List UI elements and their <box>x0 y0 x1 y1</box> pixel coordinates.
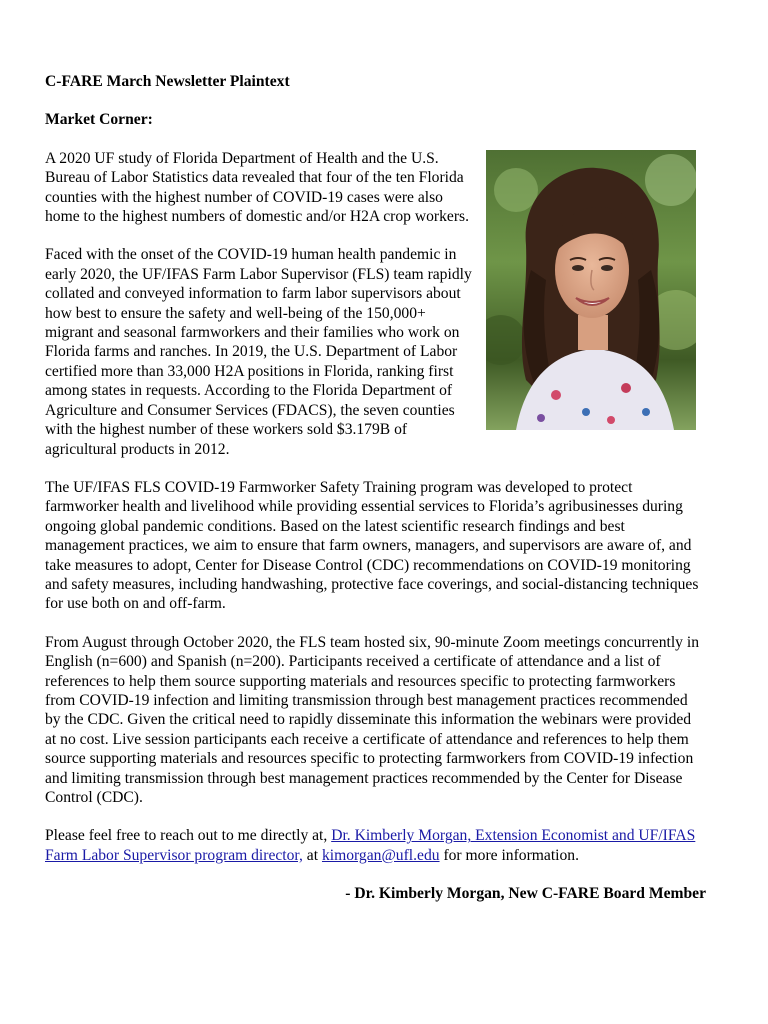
paragraph-pandemic: Faced with the onset of the COVID-19 human health pandemic in early 2020, the UF/IFAS Farm Labor Supervisor (FLS) team rapidly collated and conveyed information to farm labor supervisors about how best to ensure the safety and well-being of the 150,000+ migrant and seasonal farmworkers and their families who work on Florida farms and ranches. In 2019, the U.S. Department of Labor certified more than 33,000 H2A positions in Florida, ranking first among states in requests. According to the Florida Department of Agriculture and Consumer Services (FDACS), the seven counties with the highest number of these workers sold $3.179B of agricultural products in 2012. <box>45 246 472 458</box>
paragraph-contact <box>45 826 706 865</box>
paragraph-zoom-meetings: From August through October 2020, the FLS team hosted six, 90-minute Zoom meetings concurrently in English (n=600) and Spanish (n=200). Participants received a certificate of attendance and a list of references to help them source supporting materials and resources specific to protecting farmworkers from COVID-19 infection and limiting transmission through best management practices recommended by the CDC. Given the critical need to rapidly disseminate this information the webinars were provided at no cost. Live session participants each receive a certificate of attendance and references to help them source supporting materials and resources specific to protecting farmworkers from COVID-19 infection and limiting transmission through best management practices recommended by the Center for Disease Control (CDC). <box>45 633 699 806</box>
newsletter-title: C-FARE March Newsletter Plaintext <box>45 73 290 90</box>
author-profile-link[interactable]: Dr. Kimberly Morgan, Extension Economist and UF/IFAS Farm Labor Supervisor program director, <box>45 827 696 864</box>
contact-lead-text: Please feel free to reach out to me directly at, <box>45 827 332 845</box>
portrait-photo <box>486 150 696 430</box>
section-heading: Market Corner: <box>45 111 153 129</box>
contact-tail-text: for more information. <box>439 846 579 864</box>
email-link[interactable]: kimorgan@ufl.edu <box>321 846 440 864</box>
paragraph-study: A 2020 UF study of Florida Department of Health and the U.S. Bureau of Labor Statistics data revealed that four of the ten Florida counties with the highest number of COVID-19 cases were also home to the highest numbers of domestic and/or H2A crop workers. <box>45 149 469 226</box>
contact-mid-text: at <box>302 846 322 864</box>
paragraph-training-program: The UF/IFAS FLS COVID-19 Farmworker Safety Training program was developed to protect farmworker health and livelihood while providing essential services to Florida’s agribusinesses during ongoing global pandemic conditions. Based on the latest scientific research findings and best management practices, we aim to ensure that farm owners, managers, and supervisors are aware of, and take measures to adopt, Center for Disease Control (CDC) recommendations on COVID-19 monitoring and safety measures, including handwashing, protective face coverings, and social-distancing techniques for use both on and off-farm. <box>45 478 699 613</box>
author-signature: - Dr. Kimberly Morgan, New C-FARE Board Member <box>345 885 706 903</box>
portrait-image <box>486 150 696 430</box>
